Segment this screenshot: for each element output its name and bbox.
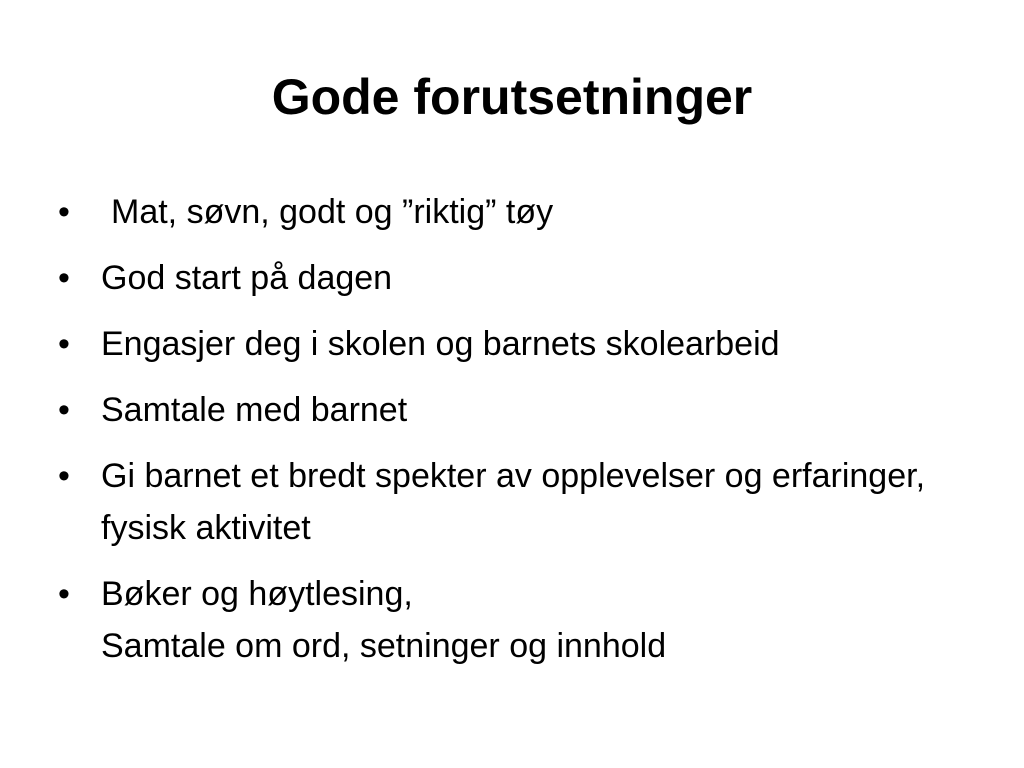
- bullet-item-god-start: [58, 252, 958, 304]
- bullet-text: Engasjer deg i skolen og barnets skolearbeid: [101, 325, 780, 363]
- bullet-item-boker: [58, 568, 958, 620]
- bullet-dot-icon: •: [58, 575, 70, 613]
- bullet-item-samtale-barnet: [58, 384, 958, 436]
- bullet-text: Samtale med barnet: [101, 391, 408, 429]
- bullet-text: Bøker og høytlesing,: [101, 575, 413, 613]
- bullet-dot-icon: •: [58, 457, 70, 495]
- bullet-text: Gi barnet et bredt spekter av opplevelser og erfaringer, fysisk aktivitet: [101, 457, 926, 547]
- bullet-dot-icon: •: [58, 391, 70, 429]
- bullet-item-mat-sovn: [58, 186, 958, 238]
- bullet-dot-icon: •: [58, 259, 70, 297]
- bullet-item-samtale-ord: [58, 620, 958, 672]
- bullet-dot-icon: •: [58, 193, 70, 231]
- bullet-text: God start på dagen: [101, 259, 393, 297]
- bullet-list: [58, 186, 958, 686]
- bullet-item-engasjer: [58, 318, 958, 370]
- bullet-text: Samtale om ord, setninger og innhold: [101, 627, 667, 665]
- bullet-dot-icon: •: [58, 325, 70, 363]
- bullet-text: Mat, søvn, godt og ”riktig” tøy: [111, 193, 554, 231]
- bullet-item-opplevelser: [58, 450, 958, 554]
- slide-title: Gode forutsetninger: [271, 69, 753, 125]
